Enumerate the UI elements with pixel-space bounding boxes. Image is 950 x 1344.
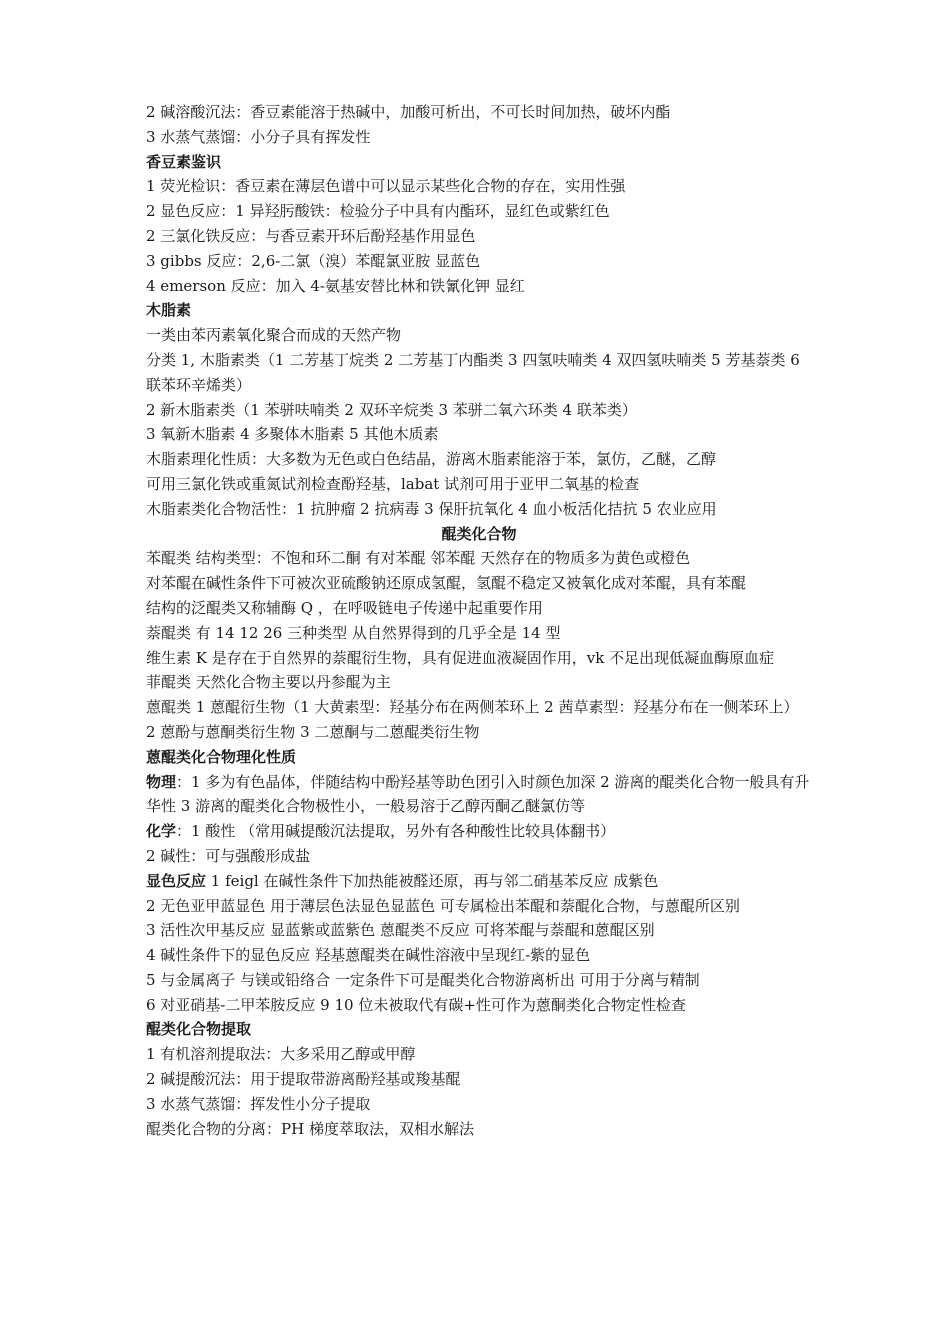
section-heading: 香豆素鉴识 [146, 152, 222, 171]
text-paragraph: 维生素 K 是存在于自然界的萘醌衍生物，具有促进血液凝固作用，vk 不足出现低凝血酶原血症 [146, 648, 775, 667]
document-page [146, 100, 812, 1141]
text-paragraph [146, 770, 812, 820]
text-line: 2 显色反应：1 异羟肟酸铁：检验分子中具有内酯环，显红色或紫红色 [146, 202, 610, 221]
section-heading: 醌类化合物提取 [146, 1020, 252, 1039]
text-line: 5 与金属离子 与镁或铅络合 一定条件下可是醌类化合物游离析出 可用于分离与精制 [146, 970, 700, 989]
text-line: 对苯醌在碱性条件下可被次亚硫酸钠还原成氢醌，氢醌不稳定又被氧化成对苯醌，具有苯醌 [146, 574, 747, 593]
text-line: 2 碱提酸沉法：用于提取带游离酚羟基或羧基醌 [146, 1070, 461, 1089]
text-line: 可用三氯化铁或重氮试剂检查酚羟基，labat 试剂可用于亚甲二氧基的检查 [146, 474, 640, 493]
text-line: 3 水蒸气蒸馏：小分子具有挥发性 [146, 127, 371, 146]
text-line: 2 无色亚甲蓝显色 用于薄层色法显色显蓝色 可专属检出苯醌和萘醌化合物，与蒽醌所区别 [146, 896, 740, 915]
line-body: ：1 酸性 （常用碱提酸沉法提取，另外有各种酸性比较具体翻书） [176, 822, 616, 841]
text-line: 1 荧光检识：香豆素在薄层色谱中可以显示某些化合物的存在，实用性强 [146, 177, 626, 196]
text-line: 木脂素理化性质：大多数为无色或白色结晶，游离木脂素能溶于苯，氯仿，乙醚，乙醇 [146, 450, 717, 469]
text-line: 3 氧新木脂素 4 多聚体木脂素 5 其他木质素 [146, 425, 439, 444]
text-line: 木脂素类化合物活性：1 抗肿瘤 2 抗病毒 3 保肝抗氧化 4 血小板活化拮抗 5 农业应用 [146, 499, 717, 518]
text-line [146, 819, 812, 844]
text-paragraph: 分类 1, 木脂素类（1 二芳基丁烷类 2 二芳基丁内酯类 3 四氢呋喃类 4 双四氢呋喃类 5 芳基萘类 6 联苯环辛烯类） [146, 350, 800, 394]
text-line: 3 活性次甲基反应 显蓝紫或蓝紫色 蒽醌类不反应 可将苯醌与萘醌和蒽醌区别 [146, 921, 655, 940]
paragraph-body: ：1 多为有色晶体，伴随结构中酚羟基等助色团引入时颜色加深 2 游离的醌类化合物一般具有升华性 3 游离的醌类化合物极性小，一般易溶于乙醇丙酮乙醚氯仿等 [146, 772, 810, 816]
text-line: 3 水蒸气蒸馏：挥发性小分子提取 [146, 1094, 371, 1113]
text-line: 苯醌类 结构类型：不饱和环二酮 有对苯醌 邻苯醌 天然存在的物质多为黄色或橙色 [146, 549, 691, 568]
section-heading: 木脂素 [146, 301, 192, 320]
text-line: 3 gibbs 反应：2,6-二氯（溴）苯醌氯亚胺 显蓝色 [146, 251, 481, 270]
text-line [146, 869, 812, 894]
text-line: 萘醌类 有 14 12 26 三种类型 从自然界得到的几乎全是 14 型 [146, 623, 561, 642]
text-line: 4 碱性条件下的显色反应 羟基蒽醌类在碱性溶液中呈现红-紫的显色 [146, 946, 591, 965]
bold-lead: 化学 [146, 822, 177, 841]
section-heading: 蒽醌类化合物理化性质 [146, 747, 297, 766]
text-line: 2 新木脂素类（1 苯骈呋喃类 2 双环辛烷类 3 苯骈二氧六环类 4 联苯类） [146, 400, 637, 419]
text-line: 结构的泛醌类又称辅酶 Q ，在呼吸链电子传递中起重要作用 [146, 598, 543, 617]
text-line: 2 蒽酚与蒽酮类衍生物 3 二蒽酮与二蒽醌类衍生物 [146, 722, 480, 741]
text-line: 1 有机溶剂提取法：大多采用乙醇或甲醇 [146, 1045, 416, 1064]
bold-lead: 物理 [146, 772, 177, 791]
text-line: 2 碱溶酸沉法：香豆素能溶于热碱中，加酸可析出，不可长时间加热，破坏内酯 [146, 103, 671, 121]
text-line: 一类由苯丙素氧化聚合而成的天然产物 [146, 326, 402, 345]
text-line: 6 对亚硝基-二甲苯胺反应 9 10 位未被取代有碳+性可作为蒽酮类化合物定性检查 [146, 995, 686, 1014]
text-line: 2 三氯化铁反应：与香豆素开环后酚羟基作用显色 [146, 226, 476, 245]
text-line: 醌类化合物的分离：PH 梯度萃取法，双相水解法 [146, 1119, 474, 1138]
text-line: 菲醌类 天然化合物主要以丹参醌为主 [146, 673, 391, 692]
bold-lead: 显色反应 [146, 871, 207, 890]
section-heading-centered: 醌类化合物 [441, 524, 517, 543]
text-paragraph: 蒽醌类 1 蒽醌衍生物（1 大黄素型：羟基分布在两侧苯环上 2 茜草素型：羟基分布在一侧苯环上） [146, 698, 799, 717]
text-line: 2 碱性：可与强酸形成盐 [146, 846, 311, 865]
text-line: 4 emerson 反应：加入 4-氨基安替比林和铁氰化钾 显红 [146, 276, 525, 295]
line-body: 1 feigl 在碱性条件下加热能被醛还原，再与邻二硝基苯反应 成紫色 [206, 871, 659, 890]
